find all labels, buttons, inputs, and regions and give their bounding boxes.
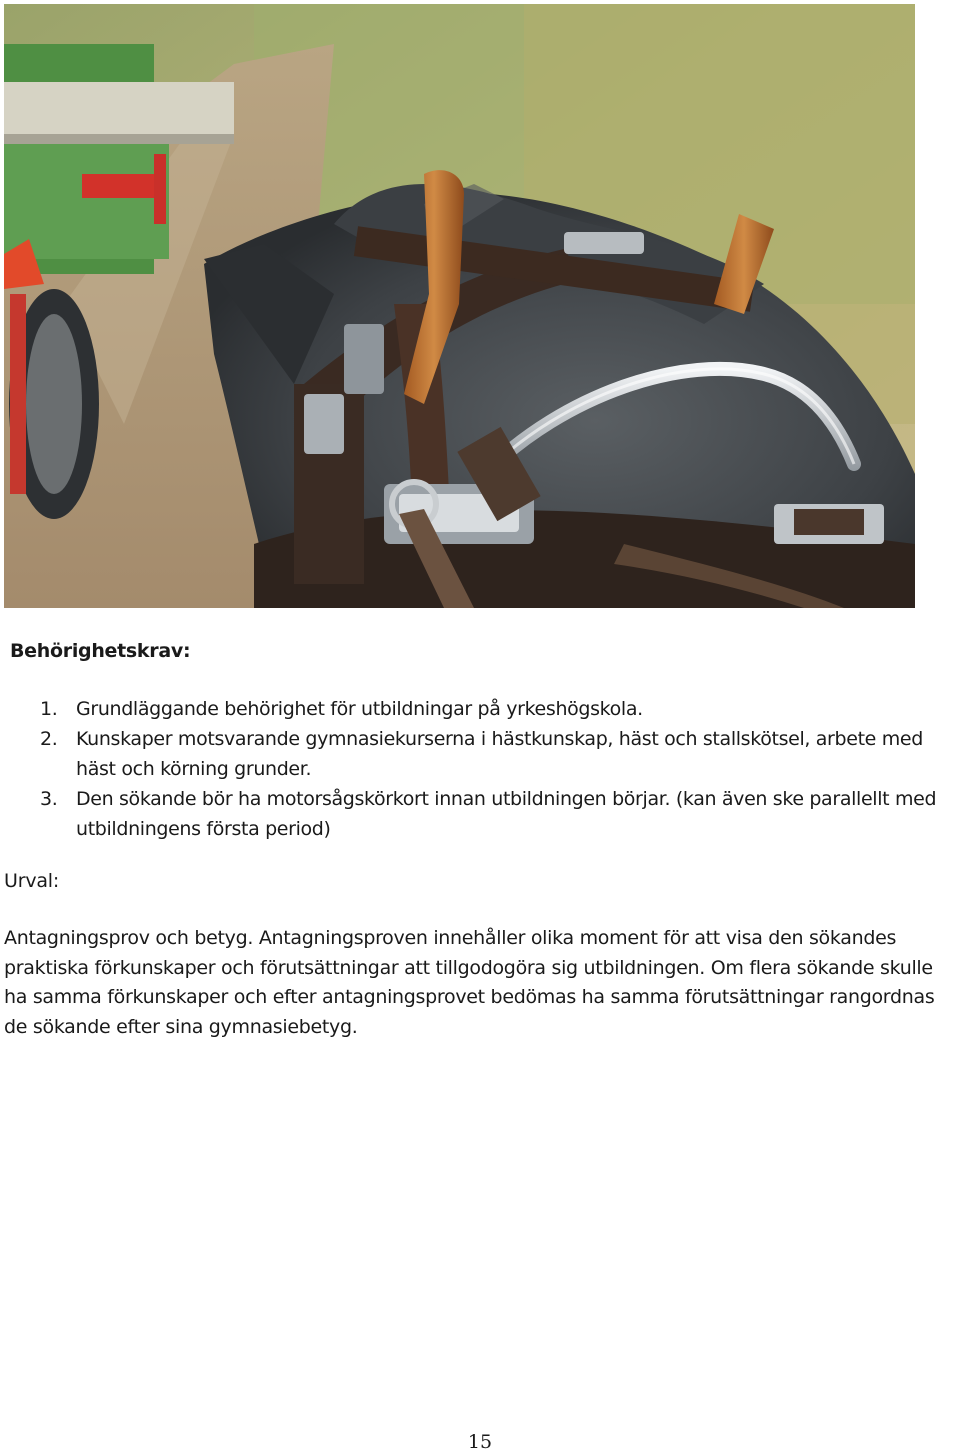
list-item-number: 3. [40, 788, 58, 810]
list-item [40, 784, 960, 844]
selection-heading: Urval: [4, 870, 60, 892]
horse-harness-photo-icon [4, 4, 915, 608]
list-item [40, 694, 960, 724]
list-item-text: Grundläggande behörighet för utbildningar på yrkeshögskola. [76, 698, 643, 720]
list-item-text: Den sökande bör ha motorsågskörkort innan utbildningen börjar. (kan även ske parallellt med utbildningens första period) [76, 788, 937, 840]
selection-paragraph: Antagningsprov och betyg. Antagningsproven innehåller olika moment för att visa den sökandes praktiska förkunskaper och förutsättningar att tillgodogöra sig utbildningen. Om flera sökande skulle ha samma förkunskaper och efter antagningsprovet bedömas ha samma förutsättningar rangordnas de sökande efter sina gymnasiebetyg. [4, 927, 935, 1038]
requirements-list [40, 694, 960, 844]
list-item-text: Kunskaper motsvarande gymnasiekurserna i hästkunskap, häst och stallskötsel, arbete med häst och körning grunder. [76, 728, 923, 780]
list-item [40, 724, 960, 784]
list-item-number: 1. [40, 698, 58, 720]
horse-harness-photo [4, 4, 915, 608]
list-item-number: 2. [40, 728, 58, 750]
requirements-heading: Behörighetskrav: [10, 640, 191, 662]
page-number: 15 [467, 1431, 493, 1453]
